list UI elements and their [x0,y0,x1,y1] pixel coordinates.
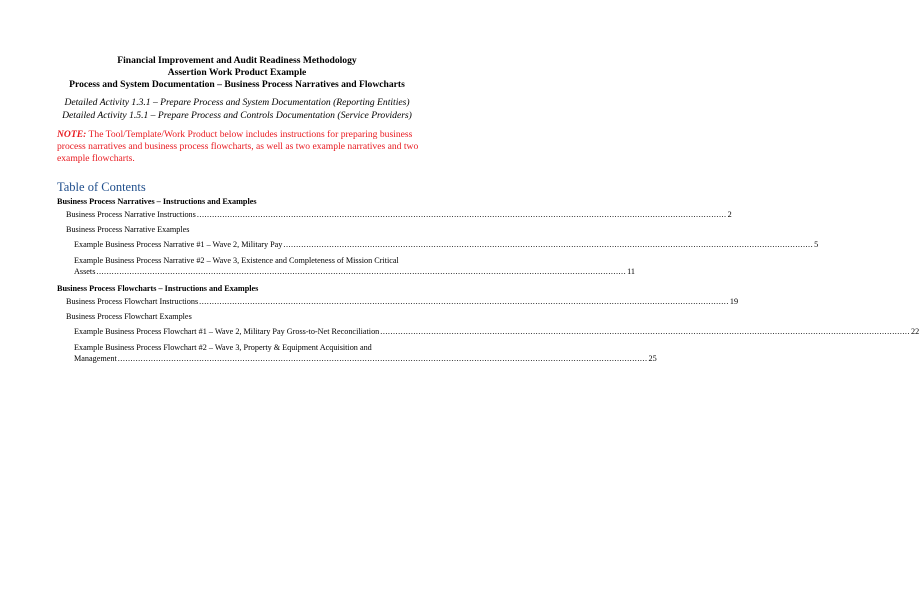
document-title-line-3: Process and System Documentation – Business Process Narratives and Flowcharts [69,79,405,90]
detailed-activities [0,97,474,122]
toc-page-number: 22 [911,327,919,336]
toc-page-number: 19 [729,297,739,306]
toc-entry-label: Business Process Flowchart Instructions [66,297,199,306]
toc-entry-narrative-example-2[interactable] [74,256,636,277]
toc-leader-dots [380,327,910,338]
detailed-activity-2: Detailed Activity 1.5.1 – Prepare Process and Controls Documentation (Service Providers) [62,109,412,121]
toc-entry-flowchart-example-1[interactable] [74,327,919,338]
toc-entry-label: Example Business Process Flowchart #1 – Wave 2, Military Pay Gross-to-Net Reconciliation [74,327,380,336]
note-text: The Tool/Template/Work Product below includes instructions for preparing business process narratives and business process flowcharts, as well as two example narratives and two example flowcharts. [57,129,419,164]
toc-entry-narrative-examples[interactable]: Business Process Narrative Examples [66,225,190,234]
toc-entry-label-line-2: Management [74,353,117,363]
toc-entry-flowchart-examples[interactable]: Business Process Flowchart Examples [66,312,192,321]
document-title-block [0,55,474,91]
toc-page-number: 5 [814,240,819,249]
toc-section-flowcharts[interactable]: Business Process Flowcharts – Instructions and Examples [57,284,259,293]
toc-entry-narrative-example-1[interactable] [74,240,819,251]
note-label: NOTE: [57,129,87,140]
note-paragraph [57,129,419,165]
toc-page-number: 25 [648,353,657,363]
toc-entry-continuation [74,353,657,365]
toc-entry-label: Example Business Process Narrative #1 – Wave 2, Military Pay [74,240,283,249]
toc-section-narratives[interactable]: Business Process Narratives – Instructions and Examples [57,197,257,206]
toc-page-number: 11 [627,266,636,276]
toc-page-number: 2 [727,210,732,219]
toc-entry-narrative-instructions[interactable] [66,210,732,221]
toc-leader-dots [199,297,729,308]
toc-entry-continuation [74,266,636,278]
toc-entry-label-line-2: Assets [74,266,96,276]
toc-entry-flowchart-example-2[interactable] [74,343,657,364]
toc-leader-dots: ................................................................................................................................................................................................................ [96,266,627,276]
document-title-line-2: Assertion Work Product Example [167,67,307,78]
detailed-activity-1: Detailed Activity 1.3.1 – Prepare Process and System Documentation (Reporting Entities) [64,97,410,108]
toc-leader-dots: ................................................................................................................................................................................................................ [117,353,648,363]
toc-entry-label: Business Process Narrative Instructions [66,210,196,219]
toc-heading: Table of Contents [57,180,146,194]
document-title-line-1: Financial Improvement and Audit Readiness Methodology [117,55,357,66]
toc-leader-dots [197,210,727,221]
toc-entry-label-line-1: Example Business Process Flowchart #2 – Wave 3, Property & Equipment Acquisition and [74,343,372,352]
toc-entry-flowchart-instructions[interactable] [66,297,739,308]
toc-leader-dots [283,240,813,251]
toc-entry-label-line-1: Example Business Process Narrative #2 – Wave 3, Existence and Completeness of Mission Critical [74,256,399,265]
